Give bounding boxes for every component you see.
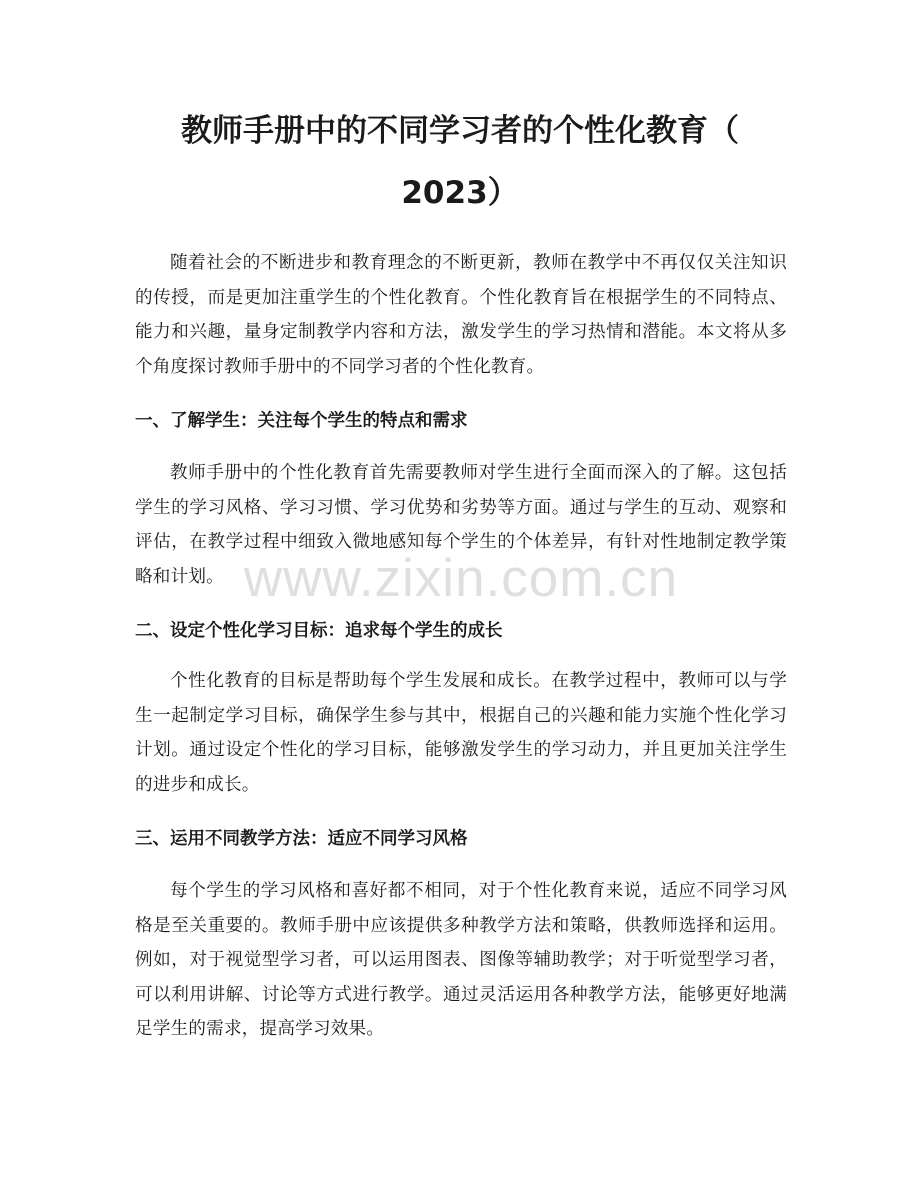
section-2-body: 个性化教育的目标是帮助每个学生发展和成长。在教学过程中，教师可以与学生一起制定学习目标，确保学生参与其中，根据自己的兴趣和能力实施个性化学习计划。通过设定个性化的学习目标，能够激发学生的学习动力，并且更加关注学生的进步和成长。 bbox=[135, 671, 787, 795]
section-1-body: 教师手册中的个性化教育首先需要教师对学生进行全面而深入的了解。这包括学生的学习风格、学习习惯、学习优势和劣势等方面。通过与学生的互动、观察和评估，在教学过程中细致入微地感知每个学生的个体差异，有针对性地制定教学策略和计划。 bbox=[135, 463, 787, 587]
intro-paragraph: 随着社会的不断进步和教育理念的不断更新，教师在教学中不再仅仅关注知识的传授，而是更加注重学生的个性化教育。个性化教育旨在根据学生的不同特点、能力和兴趣，量身定制教学内容和方法，激发学生的学习热情和潜能。本文将从多个角度探讨教师手册中的不同学习者的个性化教育。 bbox=[135, 253, 787, 377]
section-1-heading: 一、了解学生：关注每个学生的特点和需求 bbox=[135, 411, 468, 431]
document-title-line1: 教师手册中的不同学习者的个性化教育（ bbox=[181, 113, 739, 149]
section-2-heading: 二、设定个性化学习目标：追求每个学生的成长 bbox=[135, 621, 503, 641]
section-3-body: 每个学生的学习风格和喜好都不相同，对于个性化教育来说，适应不同学习风格是至关重要的。教师手册中应该提供多种教学方法和策略，供教师选择和运用。例如，对于视觉型学习者，可以运用图表、图像等辅助教学；对于听觉型学习者，可以利用讲解、讨论等方式进行教学。通过灵活运用各种教学方法，能够更好地满足学生的需求，提高学习效果。 bbox=[135, 881, 787, 1039]
watermark-text: www.zixin.com.cn bbox=[243, 549, 679, 608]
document-title-line2: 2023） bbox=[401, 175, 519, 211]
section-3-heading: 三、运用不同教学方法：适应不同学习风格 bbox=[135, 829, 468, 849]
